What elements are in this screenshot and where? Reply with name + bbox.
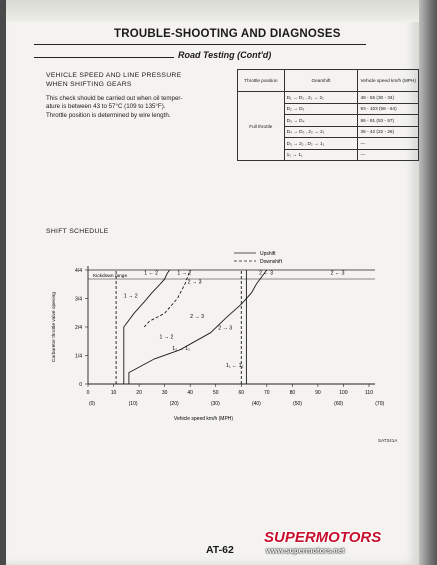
watermark-logo: SUPERMOTORS xyxy=(264,529,382,546)
speed-cell: — xyxy=(358,149,419,161)
legend-upshift-label: Upshift xyxy=(260,251,276,257)
shift-schedule-label: SHIFT SCHEDULE xyxy=(46,228,109,235)
page-number: AT-62 xyxy=(206,544,234,556)
watermark-url: www.supermotors.net xyxy=(266,546,345,555)
gearshift-cell: D₂ → D₃ xyxy=(284,103,358,115)
y-tick-label: 3/4 xyxy=(75,296,82,303)
shift-schedule-chart xyxy=(6,240,419,440)
x-axis-label: Vehicle speed km/h (MPH) xyxy=(173,416,234,422)
chart-annotation: 1₁ ← 1₂ xyxy=(225,362,244,369)
title-rule xyxy=(34,44,366,45)
section-heading-line1: VEHICLE SPEED AND LINE PRESSURE xyxy=(46,72,182,79)
subtitle-rule-left xyxy=(34,57,174,58)
x-tick-label: 20 xyxy=(136,390,142,396)
vehicle-speed-table xyxy=(237,69,419,161)
header-gearshift: Gearshift xyxy=(284,70,358,92)
x-tick-mph-label: (70) xyxy=(375,401,385,407)
page-title: TROUBLE-SHOOTING AND DIAGNOSES xyxy=(114,28,341,40)
binding-edge xyxy=(419,0,437,565)
section-body xyxy=(46,95,236,120)
x-tick-mph-label: (20) xyxy=(169,401,179,407)
gearshift-cell: 1₂ → 1₁ xyxy=(284,149,358,161)
section-heading xyxy=(46,71,236,89)
x-tick-label: 0 xyxy=(86,390,90,396)
gearshift-cell: D₄ → D₃ , 2₂ → 2₁ xyxy=(284,126,358,138)
page-subtitle: Road Testing (Cont'd) xyxy=(178,50,272,60)
speed-cell: 93 - 103 (58 - 64) xyxy=(358,103,419,115)
table-row xyxy=(238,92,419,104)
x-tick-label: 60 xyxy=(238,390,245,396)
speed-cell: 86 - 91 (53 - 57) xyxy=(358,115,419,127)
series-line xyxy=(124,270,170,384)
x-tick-label: 70 xyxy=(264,390,270,396)
chart-annotation: 2 ← 3 xyxy=(259,270,273,277)
y-axis-label: Carburetor throttle valve opening xyxy=(52,292,57,362)
x-tick-label: 110 xyxy=(365,390,373,396)
speed-cell: 48 - 55 (30 - 34) xyxy=(358,92,419,104)
x-tick-label: 40 xyxy=(187,390,193,396)
throttle-cell: Full throttle xyxy=(238,92,285,161)
gearshift-cell: D₁ → D₂ , 2₁ → 2₂ xyxy=(284,92,358,104)
chart-annotation: 2 ← 3 xyxy=(330,270,345,277)
chart-annotation: 1 → 2 xyxy=(159,334,174,341)
y-tick-label: 0 xyxy=(79,382,82,388)
chart-annotation: 1 → 2 xyxy=(123,293,138,300)
legend-downshift-label: Downshift xyxy=(260,259,282,265)
x-tick-label: 30 xyxy=(161,390,168,396)
gearshift-cell: D₃ → 2₂ , D₂ → 1₁ xyxy=(284,138,358,150)
x-tick-label: 10 xyxy=(110,390,117,396)
x-tick-label: 50 xyxy=(212,390,219,396)
chart-annotation: 2 → 3 xyxy=(218,325,233,332)
section-body-line1: This check should be carried out when oil temper- xyxy=(46,95,183,102)
x-tick-mph-label: (30) xyxy=(210,401,220,407)
section-body-line2: ature is between 43 to 57°C (109 to 135°F). xyxy=(46,103,166,111)
figure-code: SAT241A xyxy=(378,438,398,443)
x-tick-label: 80 xyxy=(289,390,296,396)
x-tick-mph-label: (0) xyxy=(88,401,96,407)
gearshift-cell: D₃ → D₄ xyxy=(284,115,358,127)
x-tick-label: 90 xyxy=(315,390,321,396)
table-header-row xyxy=(238,70,419,92)
chart-root xyxy=(51,251,384,422)
scan-shadow-band xyxy=(6,0,419,22)
section-heading-line2: WHEN SHIFTING GEARS xyxy=(46,81,132,88)
header-throttle: Throttle position xyxy=(238,70,285,92)
x-tick-label: 100 xyxy=(339,390,348,396)
chart-annotation: 1₂ → 1₁ xyxy=(172,345,190,352)
header-speed: Vehicle speed km/h (MPH) xyxy=(358,70,419,92)
y-tick-label: 1/4 xyxy=(75,353,82,360)
chart-annotation: 1 ← 2 xyxy=(144,270,159,277)
y-tick-label: 4/4 xyxy=(75,268,82,274)
chart-annotation: 2 → 3 xyxy=(187,279,202,286)
speed-cell: — xyxy=(358,138,419,150)
x-tick-mph-label: (50) xyxy=(293,401,302,407)
manual-page xyxy=(6,0,419,565)
x-tick-mph-label: (10) xyxy=(128,401,138,407)
chart-annotation: 1 → 2 xyxy=(177,270,192,277)
kickdown-label: Kickdown range xyxy=(93,274,128,279)
watermark xyxy=(258,528,418,558)
section-body-line3: Throttle position is determined by wire length. xyxy=(46,111,171,119)
y-tick-label: 2/4 xyxy=(75,325,82,331)
x-tick-mph-label: (60) xyxy=(334,401,344,407)
series-line xyxy=(144,270,190,327)
x-tick-mph-label: (40) xyxy=(251,401,261,407)
chart-annotation: 2 → 3 xyxy=(190,313,205,320)
speed-cell: 36 - 42 (22 - 26) xyxy=(358,126,419,138)
